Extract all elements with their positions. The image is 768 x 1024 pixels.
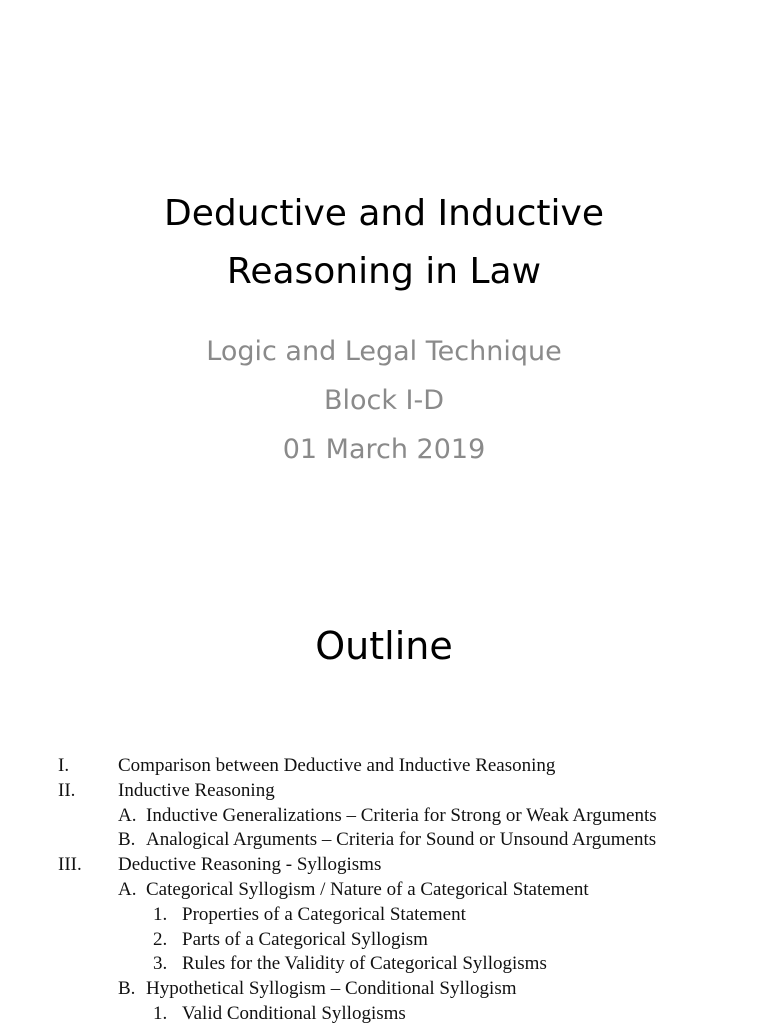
outline-item: [0, 952, 768, 977]
slide-title-line-1: Deductive and Inductive: [164, 193, 604, 234]
course-name: Logic and Legal Technique: [206, 336, 562, 367]
outline-item-text: Categorical Syllogism / Nature of a Categorical Statement: [146, 878, 589, 900]
outline-item: [0, 977, 768, 1002]
outline-item: [0, 754, 768, 779]
outline-item-number: I.: [58, 755, 70, 776]
outline-item: [0, 804, 768, 829]
outline-item-text: Comparison between Deductive and Inductive Reasoning: [118, 755, 556, 776]
outline-item-text: Valid Conditional Syllogisms: [182, 1002, 406, 1024]
outline-item: [0, 828, 768, 853]
outline-item-number: 2.: [153, 928, 168, 950]
outline-item-number: 1.: [153, 903, 168, 925]
slide-title-line-2: Reasoning in Law: [226, 251, 542, 292]
outline-item-number: 3.: [153, 953, 168, 975]
outline-item-text: Inductive Generalizations – Criteria for Strong or Weak Arguments: [146, 804, 657, 826]
outline-item-text: Analogical Arguments – Criteria for Sound or Unsound Arguments: [146, 829, 657, 851]
outline-item-text: Rules for the Validity of Categorical Syllogisms: [182, 953, 547, 975]
outline-item-number: B.: [118, 978, 136, 1000]
outline-item-number: A.: [118, 878, 137, 900]
outline-item-number: III.: [58, 854, 82, 876]
outline-item-text: Deductive Reasoning - Syllogisms: [118, 854, 382, 876]
outline-item-text: Parts of a Categorical Syllogism: [182, 928, 428, 950]
outline-item: [0, 779, 768, 804]
outline-item: [0, 878, 768, 903]
block-name: Block I-D: [323, 385, 445, 416]
outline-item: [0, 853, 768, 878]
outline-item: [0, 928, 768, 953]
outline-list: [0, 754, 768, 1024]
outline-item-text: Inductive Reasoning: [118, 779, 275, 801]
slide-date: 01 March 2019: [282, 434, 486, 465]
outline-item-number: 1.: [153, 1002, 168, 1024]
outline-item-text: Properties of a Categorical Statement: [182, 903, 466, 925]
outline-item-number: A.: [118, 804, 137, 826]
outline-item-number: B.: [118, 829, 136, 851]
outline-item: [0, 1002, 768, 1024]
outline-item-number: II.: [58, 779, 76, 801]
outline-item: [0, 903, 768, 928]
outline-item-text: Hypothetical Syllogism – Conditional Syllogism: [146, 978, 517, 1000]
outline-title: Outline: [315, 624, 453, 668]
